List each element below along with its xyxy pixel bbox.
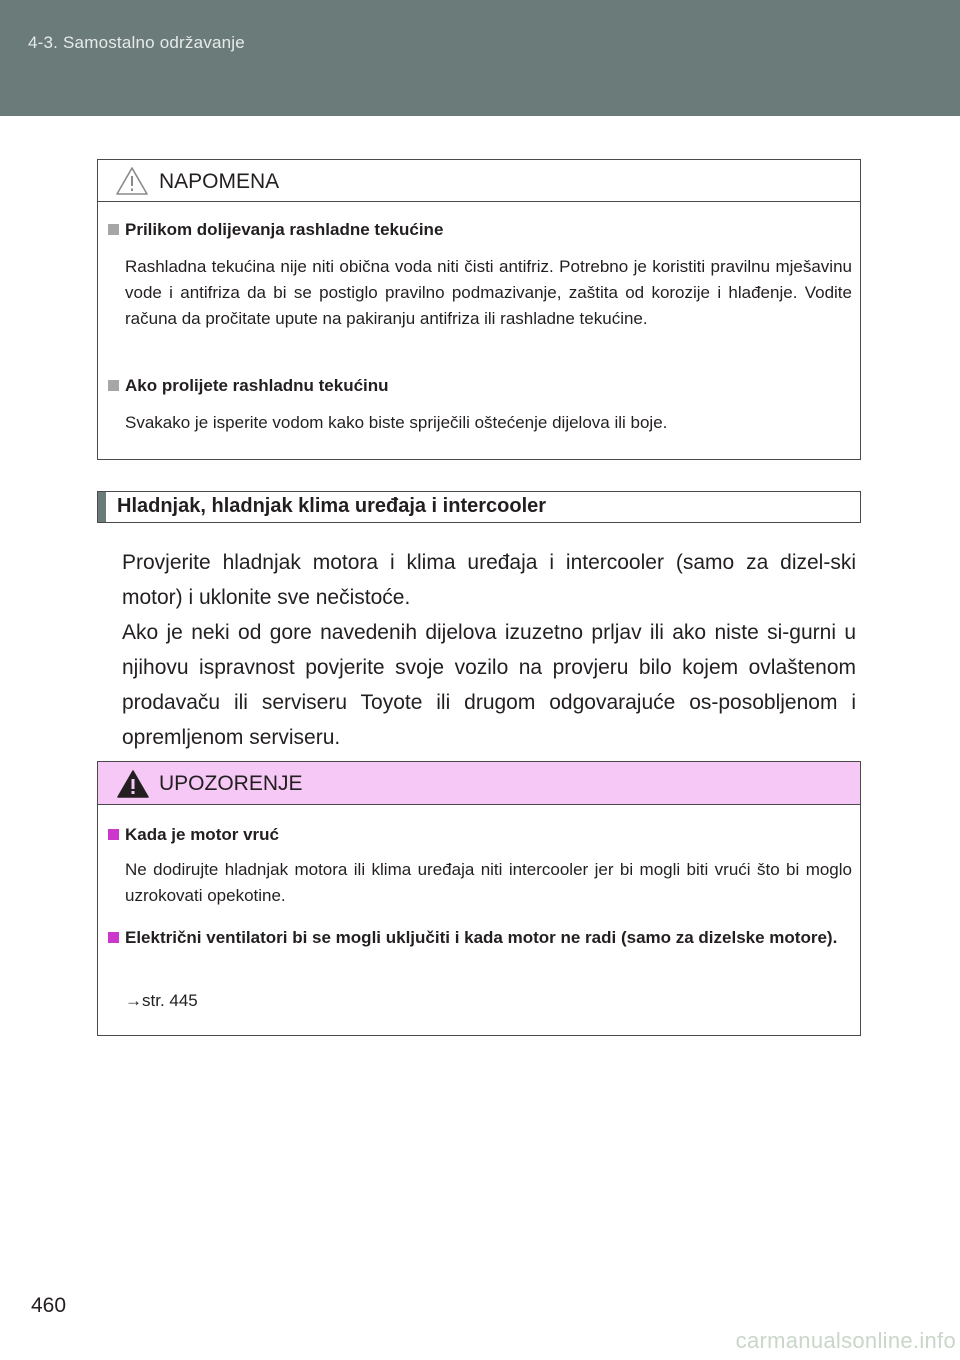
page-number: 460 (31, 1294, 67, 1317)
square-bullet-icon (108, 224, 119, 235)
note-item-title: Prilikom dolijevanja rashladne tekućine (108, 220, 443, 240)
section-heading (97, 491, 861, 523)
section-title: Hladnjak, hladnjak klima uređaja i intercooler (117, 495, 547, 517)
note-heading: NAPOMENA (159, 170, 280, 193)
page-reference: →str. 445 (125, 991, 198, 1010)
square-bullet-icon (108, 380, 119, 391)
note-item-title: Ako prolijete rashladnu tekućinu (108, 376, 389, 396)
paragraph: Ako je neki od gore navedenih dijelova izuzetno prljav ili ako niste si-gurni u njihovu ispravnost povjerite svoje vozilo na provjeru bilo kojem ovlaštenom prodavaču ili serviseru Toyote ili drugom odgovarajuće os-posobljenom i opremljenom serviseru. (122, 621, 856, 749)
warning-item-body: Ne dodirujte hladnjak motora ili klima uređaja niti intercooler jer bi mogli biti vrući što bi moglo uzrokovati opekotine. (125, 860, 852, 905)
note-box (97, 159, 861, 460)
warning-header (98, 762, 860, 805)
section-marker (98, 492, 106, 522)
note-item-body: Svakako je isperite vodom kako biste spriječili oštećenje dijelova ili boje. (125, 413, 668, 432)
square-bullet-icon (108, 829, 119, 840)
warning-box (97, 761, 861, 1036)
caution-outline-icon (115, 166, 149, 196)
warning-triangle-icon (116, 769, 150, 799)
square-bullet-icon (108, 932, 119, 943)
section-body (122, 545, 856, 755)
warning-item-title: Električni ventilatori bi se mogli uključiti i kada motor ne radi (samo za dizelske motore). (108, 925, 852, 951)
watermark: carmanualsonline.info (735, 1328, 956, 1353)
chapter-title: 4-3. Samostalno održavanje (28, 33, 245, 52)
warning-item-title: Kada je motor vruć (108, 825, 279, 845)
warning-heading: UPOZORENJE (159, 772, 303, 795)
note-item-body: Rashladna tekućina nije niti obična voda niti čisti antifriz. Potrebno je koristiti pravilnu mješavinu vode i antifriza da bi se postiglo pravilno podmazivanje, zaštita od korozije i hlađenje. Vodite računa da pročitate upute na pakiranju antifriza ili rashladne tekućine. (125, 257, 852, 328)
page-header (0, 0, 960, 116)
paragraph: Provjerite hladnjak motora i klima uređaja i intercooler (samo za dizel-ski motor) i uklonite sve nečistoće. (122, 551, 856, 609)
note-header (98, 160, 860, 202)
